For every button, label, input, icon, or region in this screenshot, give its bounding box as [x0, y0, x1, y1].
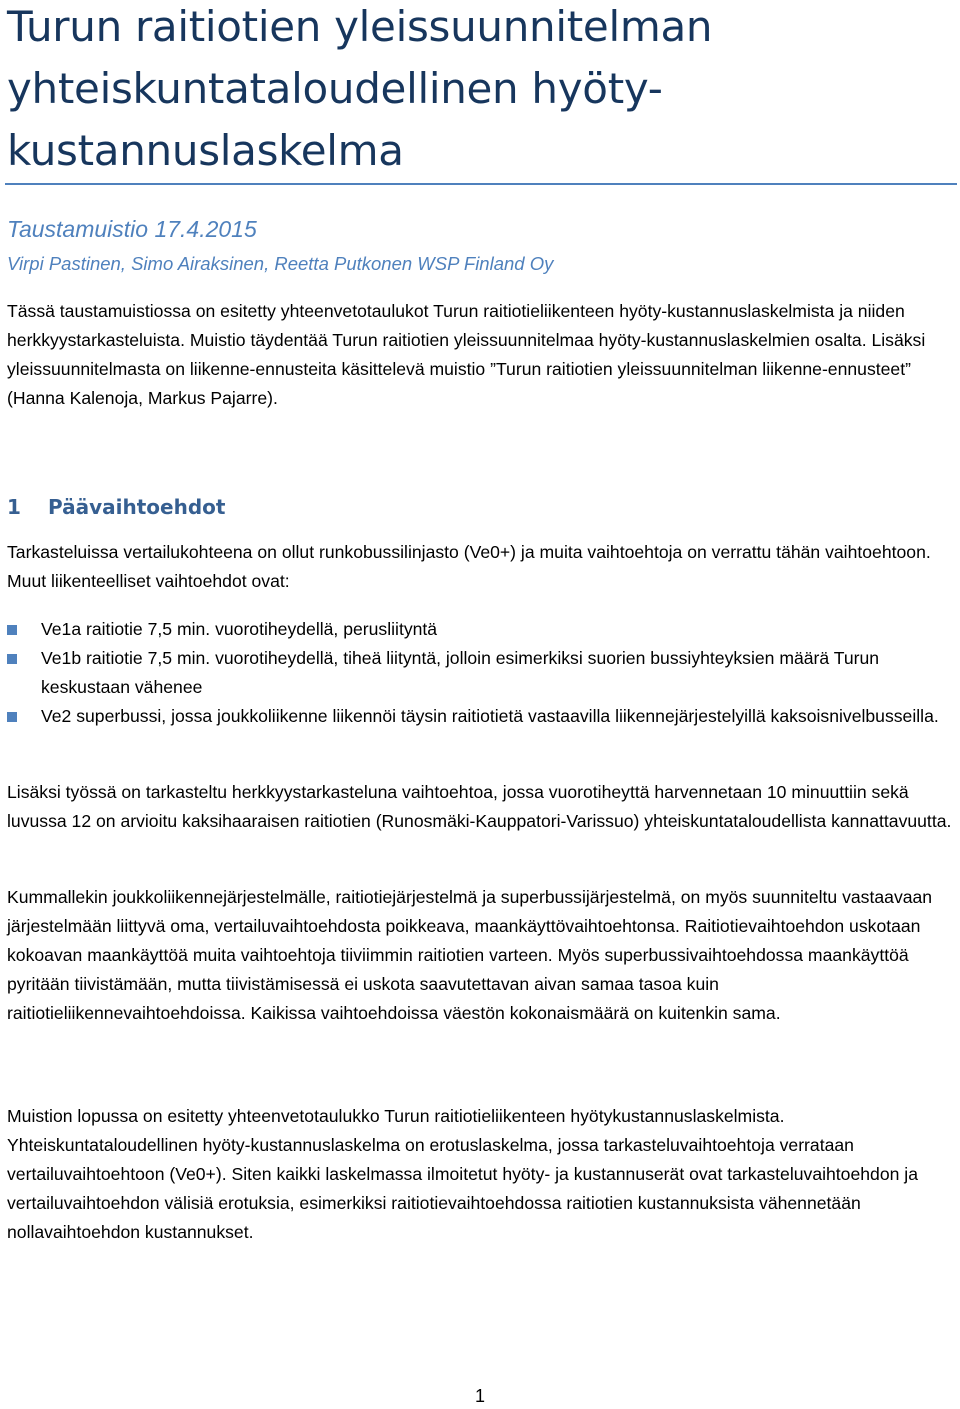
- comparison-paragraph: Tarkasteluissa vertailukohteena on ollut runkobussilinjasto (Ve0+) ja muita vaihtoehtoja on verrattu tähän vaihtoehtoon. Muut liikenteelliset vaihtoehdot ovat:: [7, 542, 931, 591]
- section-number: 1: [7, 495, 21, 519]
- memo-date-line: Taustamuistio 17.4.2015: [7, 216, 257, 242]
- intro-paragraph: Tässä taustamuistiossa on esitetty yhteenvetotaulukot Turun raitiotieliikenteen hyöty-kustannuslaskelmista ja niiden herkkyystarkasteluista. Muistio täydentää Turun raitiotien yleissuunnitelmaa hyöty-kustannuslaskelmien osalta. Lisäksi yleissuunnitelmasta on liikenne-ennusteita käsittelevä muistio ”Turun raitiotien yleissuunnitelman liikenne-ennusteet” (Hanna Kalenoja, Markus Pajarre).: [7, 301, 926, 408]
- section-heading: [7, 490, 225, 524]
- list-item: [7, 702, 952, 731]
- title-divider: [5, 183, 957, 185]
- land-use-paragraph: Kummallekin joukkoliikennejärjestelmälle, raitiotiejärjestelmä ja superbussijärjestelmä, on myös suunniteltu vastaavaan järjestelmään liittyvä oma, vertailuvaihtoehdosta poikkeava, maankäyttövaihtoehtonsa. Raitiotievaihtoehdon uskotaan kokoavan maankäyttöä muita vaihtoehtoja tiiviimmin raitiotien varteen. Myös superbussivaihtoehdossa maankäyttöä pyritään tiivistämään, mutta tiivistämisessä ei uskota saavutettavan aivan samaa tasoa kuin raitiotieliikennevaihtoehdoissa. Kaikissa vaihtoehdoissa väestön kokonaismäärä on kuitenkin sama.: [7, 887, 933, 1023]
- list-item-text: Ve1a raitiotie 7,5 min. vuorotiheydellä, perusliityntä: [41, 619, 438, 639]
- list-item-text: Ve2 superbussi, jossa joukkoliikenne liikennöi täysin raitiotietä vastaavilla liikennejärjestelyillä kaksoisnivelbusseilla.: [41, 706, 939, 726]
- sensitivity-paragraph: Lisäksi työssä on tarkasteltu herkkyystarkasteluna vaihtoehtoa, jossa vuorotiheyttä harvennetaan 10 minuuttiin sekä luvussa 12 on arvioitu kaksihaaraisen raitiotien (Runosmäki-Kauppatori-Varissuo) yhteiskuntataloudellista kannattavuutta.: [7, 782, 952, 831]
- summary-paragraph: Muistion lopussa on esitetty yhteenvetotaulukko Turun raitiotieliikenteen hyötykustannuslaskelmista. Yhteiskuntataloudellinen hyöty-kustannuslaskelma on erotuslaskelma, jossa tarkasteluvaihtoehtoja verrataan vertailuvaihtoehtoon (Ve0+). Siten kaikki laskelmassa ilmoitetut hyöty- ja kustannuserät ovat tarkasteluvaihtoehdon ja vertailuvaihtoehdon välisiä erotuksia, esimerkiksi raitiotievaihtoehdossa raitiotien kustannuksista vähennetään nollavaihtoehdon kustannukset.: [7, 1106, 918, 1242]
- square-bullet-icon: [7, 625, 17, 635]
- section-title: Päävaihtoehdot: [48, 495, 226, 519]
- square-bullet-icon: [7, 654, 17, 664]
- options-list: [7, 615, 952, 731]
- page-number: 1: [474, 1386, 485, 1406]
- list-item-text: Ve1b raitiotie 7,5 min. vuorotiheydellä, tiheä liityntä, jolloin esimerkiksi suorien bussiyhteyksien määrä Turun keskustaan vähenee: [41, 648, 880, 697]
- authors-line: Virpi Pastinen, Simo Airaksinen, Reetta Putkonen WSP Finland Oy: [7, 253, 554, 274]
- list-item: [7, 644, 952, 702]
- square-bullet-icon: [7, 712, 17, 722]
- document-title: Turun raitiotien yleissuunnitelman yhteiskuntataloudellinen hyöty-kustannuslaskelma: [7, 2, 713, 175]
- list-item: [7, 615, 952, 644]
